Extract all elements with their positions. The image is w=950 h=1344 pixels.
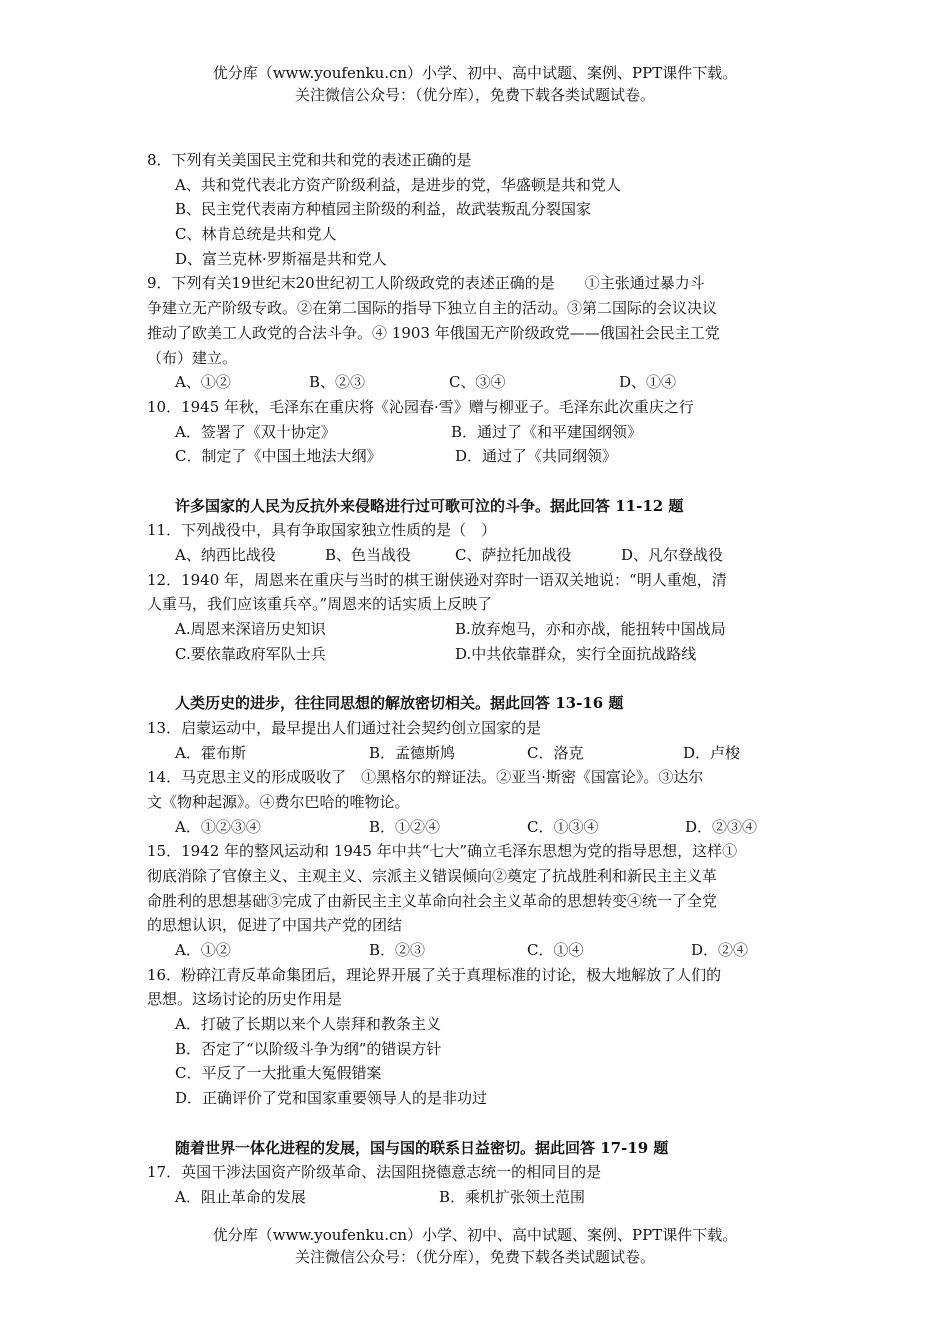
q16-stem-line-1: 16．粉碎江青反革命集团后，理论界开展了关于真理标准的讨论，极大地解放了人们的 [147,965,722,984]
q9-options [147,370,812,395]
q10-option-b: B．通过了《和平建国纲领》 [451,422,643,441]
q9-stem-line-3: 推动了欧美工人政党的合法斗争。④ 1903 年俄国无产阶级政党——俄国社会民主工党 [147,323,720,342]
q15-option-b: B．②③ [369,941,426,959]
q14-option-b: B．①②④ [369,817,441,836]
q17-options [147,1185,812,1210]
q9-option-c: C、③④ [449,373,506,392]
q15-stem-line-2: 彻底消除了官僚主义、主观主义、宗派主义错误倾向②奠定了抗战胜利和新民主主义革 [147,866,718,885]
q14-option-c: C．①③④ [527,817,599,836]
q14-stem-line-1: 14．马克思主义的形成吸收了 ①黑格尔的辩证法。②亚当·斯密《国富论》。③达尔 [147,768,704,787]
q16-option-a: A．打破了长期以来个人崇拜和教条主义 [175,1015,441,1034]
q15-option-a: A．①② [175,941,231,959]
q15-option-d: D．②④ [691,941,749,959]
q16-option-d: D．正确评价了党和国家重要领导人的是非功过 [175,1089,488,1108]
header-line-1: 优分库（www.youfenku.cn）小学、初中、高中试题、案例、PPT课件下载。 [212,64,738,82]
q8-stem: 8．下列有关美国民主党和共和党的表述正确的是 [147,151,472,169]
q16-option-c: C．平反了一大批重大冤假错案 [175,1064,382,1083]
q10-option-d: D．通过了《共同纲领》 [455,447,618,466]
q10-stem: 10．1945 年秋，毛泽东在重庆将《沁园春·雪》赠与柳亚子。毛泽东此次重庆之行 [147,397,694,416]
q8-option-b: B、民主党代表南方种植园主阶级的利益，故武装叛乱分裂国家 [175,200,592,219]
q13-option-c: C．洛克 [527,743,584,762]
q11-option-d: D、凡尔登战役 [621,546,724,564]
q17-option-a: A．阻止革命的发展 [175,1187,306,1206]
q12-option-c: C.要依靠政府军队士兵 [175,644,326,663]
q9-option-a: A、①② [175,373,231,392]
q10-options-row-1 [147,420,812,445]
q11-option-a: A、纳西比战役 [175,546,276,564]
q16-stem-line-2: 思想。这场讨论的历史作用是 [147,990,343,1009]
q11-option-b: B、色当战役 [325,546,412,564]
q11-stem: 11．下列战役中，具有争取国家独立性质的是（ ） [147,521,497,540]
q16-option-b: B．否定了“以阶级斗争为纲”的错误方针 [175,1039,442,1058]
q12-options-row-1 [147,617,812,642]
q9-option-b: B、②③ [309,373,366,392]
q12-stem-line-1: 12．1940 年，周恩来在重庆与当时的棋王谢侠逊对弈时一语双关地说：“明人重炮，清 [147,570,727,589]
q12-stem-line-2: 人重马，我们应该重兵卒。”周恩来的话实质上反映了 [147,595,493,614]
q17-option-b: B．乘机扩张领土范围 [439,1187,586,1206]
q10-option-a: A．签署了《双十协定》 [175,422,336,441]
section-heading-13-16: 人类历史的进步，往往同思想的解放密切相关。据此回答 13-16 题 [175,694,624,713]
q10-option-c: C．制定了《中国土地法大纲》 [175,447,382,466]
section-heading-17-19: 随着世界一体化进程的发展，国与国的联系日益密切。据此回答 17-19 题 [175,1138,669,1157]
page-header [0,62,950,106]
q10-options-row-2 [147,444,812,469]
q11-option-c: C、萨拉托加战役 [455,546,572,564]
q8-option-d: D、富兰克林·罗斯福是共和党人 [175,249,387,268]
q14-option-a: A．①②③④ [175,817,261,836]
question-content [147,148,812,1210]
q8-option-a: A、共和党代表北方资产阶级利益，是进步的党，华盛顿是共和党人 [175,175,621,194]
q15-stem-line-3: 命胜利的思想基础③完成了由新民主主义革命向社会主义革命的思想转变④统一了全党 [147,891,718,910]
q9-option-d: D、①④ [619,373,677,392]
q15-stem-line-1: 15．1942 年的整风运动和 1945 年中共“七大”确立毛泽东思想为党的指导思想，这样① [147,842,738,861]
q12-options-row-2 [147,642,812,667]
q13-option-b: B．孟德斯鸠 [369,743,456,762]
q9-stem-line-4: （布）建立。 [147,348,238,367]
q17-stem: 17．英国干涉法国资产阶级革命、法国阻挠德意志统一的相同目的是 [147,1163,602,1182]
q13-options [147,741,812,766]
q13-option-a: A．霍布斯 [175,743,246,762]
q8-option-c: C、林肯总统是共和党人 [175,225,337,244]
q13-option-d: D．卢梭 [683,743,741,762]
q14-stem-line-2: 文《物种起源》。④费尔巴哈的唯物论。 [147,792,410,811]
q15-options [147,938,812,963]
q9-stem-line-2: 争建立无产阶级专政。②在第二国际的指导下独立自主的活动。③第二国际的会议决议 [147,299,718,318]
q14-option-d: D．②③④ [685,817,758,836]
q12-option-a: A.周恩来深谙历史知识 [175,620,326,639]
q14-options [147,815,812,840]
section-heading-11-12: 许多国家的人民为反抗外来侵略进行过可歌可泣的斗争。据此回答 11-12 题 [175,496,684,515]
q12-option-b: B.放弃炮马，亦和亦战，能扭转中国战局 [455,620,726,639]
q9-stem-line-1: 9．下列有关19世纪末20世纪初工人阶级政党的表述正确的是 ①主张通过暴力斗 [147,274,705,293]
q13-stem: 13．启蒙运动中，最早提出人们通过社会契约创立国家的是 [147,718,542,737]
footer-line-2: 关注微信公众号：（优分库），免费下载各类试题试卷。 [294,1248,655,1266]
q15-option-c: C．①④ [527,941,584,959]
page-footer [0,1224,950,1268]
header-line-2: 关注微信公众号：（优分库），免费下载各类试题试卷。 [294,86,655,104]
q12-option-d: D.中共依靠群众，实行全面抗战路线 [455,644,697,663]
q15-stem-line-4: 的思想认识，促进了中国共产党的团结 [147,916,403,935]
footer-line-1: 优分库（www.youfenku.cn）小学、初中、高中试题、案例、PPT课件下载。 [212,1226,738,1244]
q11-options [147,543,812,568]
